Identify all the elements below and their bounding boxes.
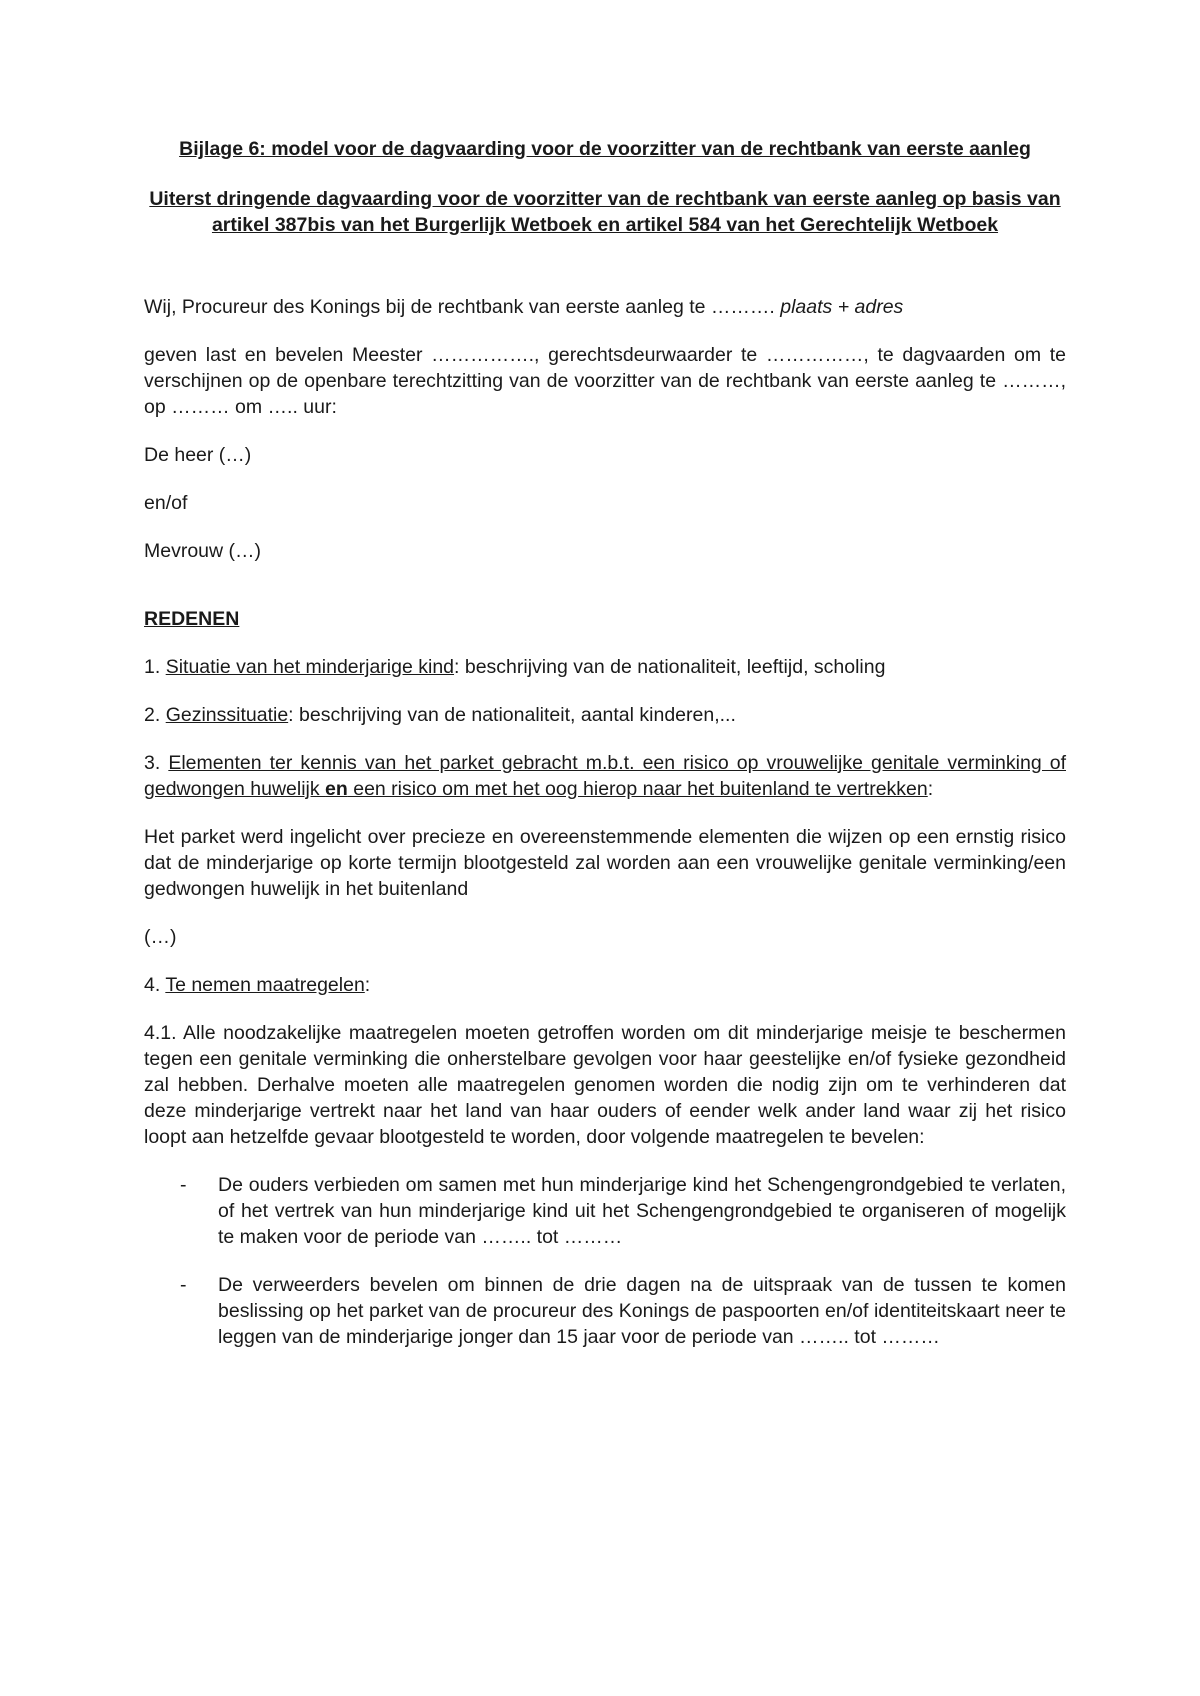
intro-placeholder: plaats + adres xyxy=(780,296,904,318)
reason-3-label-b: een risico om met het oog hierop naar het buitenland te vertrekken xyxy=(347,778,928,800)
reason-3-text: : xyxy=(927,778,934,800)
reason-item-2 xyxy=(144,702,1066,728)
party-1: De heer (…) xyxy=(144,444,252,466)
reasons-heading: REDENEN xyxy=(144,608,240,630)
measures-paragraph: 4.1. Alle noodzakelijke maatregelen moeten getroffen worden om dit minderjarige meisje te beschermen tegen een genitale verminking die onherstelbare gevolgen voor haar geestelijke en/of fysieke gezondheid zal hebben. Derhalve moeten alle maatregelen genomen worden die nodig zijn om te verhinderen dat deze minderjarige vertrekt naar het land van haar ouders of eender welk ander land waar zij het risico loopt aan hetzelfde gevaar blootgesteld te worden, door volgende maatregelen te bevelen: xyxy=(144,1022,1066,1148)
reason-4-label: Te nemen maatregelen xyxy=(165,974,365,996)
reason-4-number: 4. xyxy=(144,974,166,996)
parket-paragraph: Het parket werd ingelicht over precieze en overeenstemmende elementen die wijzen op een ernstig risico dat de minderjarige op korte termijn blootgesteld zal worden aan een vrouwelijke genitale verminking/een gedwongen huwelijk in het buitenland xyxy=(144,826,1066,900)
reason-1-label: Situatie van het minderjarige kind xyxy=(165,656,455,678)
and-or: en/of xyxy=(144,492,188,514)
measure-2-text: De verweerders bevelen om binnen de drie dagen na de uitspraak van de tussen te komen beslissing op het parket van de procureur des Konings de paspoorten en/of identiteitskaart neer te leggen van de minderjarige jonger dan 15 jaar voor de periode van …….. tot ……… xyxy=(218,1274,1066,1348)
reason-3-label-a: Elementen ter kennis van het parket gebracht m.b.t. een risico op vrouwelijke genitale verminking of gedwongen huwelijk xyxy=(144,752,1066,800)
reason-3-label-bold: en xyxy=(325,778,348,800)
reason-item-3 xyxy=(144,750,1066,802)
reason-2-label: Gezinssituatie xyxy=(165,704,289,726)
document-page xyxy=(144,136,1066,1350)
party-2: Mevrouw (…) xyxy=(144,540,262,562)
reason-item-1 xyxy=(144,654,1066,680)
bullet-dash: - xyxy=(180,1174,187,1196)
intro-paragraph xyxy=(144,294,1066,320)
measure-bullet-2 xyxy=(144,1272,1066,1350)
summons-title: Uiterst dringende dagvaarding voor de voorzitter van de rechtbank van eerste aanleg op basis van artikel 387bis van het Burgerlijk Wetboek en artikel 584 van het Gerechtelijk Wetboek xyxy=(149,188,1061,236)
measure-1-text: De ouders verbieden om samen met hun minderjarige kind het Schengengrondgebied te verlaten, of het vertrek van hun minderjarige kind uit het Schengengrondgebied te organiseren of mogelijk te maken voor de periode van …….. tot ……… xyxy=(218,1174,1066,1248)
reason-4-text: : xyxy=(364,974,371,996)
reason-item-4 xyxy=(144,972,1066,998)
ellipsis-paragraph: (…) xyxy=(144,926,177,948)
reason-2-text: : beschrijving van de nationaliteit, aantal kinderen,... xyxy=(288,704,736,726)
reason-1-number: 1. xyxy=(144,656,166,678)
bullet-dash: - xyxy=(180,1274,187,1296)
intro-text: Wij, Procureur des Konings bij de rechtbank van eerste aanleg te ………. xyxy=(144,296,781,318)
measure-bullet-1 xyxy=(144,1172,1066,1250)
order-paragraph: geven last en bevelen Meester ……………., gerechtsdeurwaarder te ……………, te dagvaarden om te verschijnen op de openbare terechtzitting van de voorzitter van de rechtbank van eerste aanleg te ………, op ……… om ….. uur: xyxy=(144,344,1066,418)
reason-1-text: : beschrijving van de nationaliteit, leeftijd, scholing xyxy=(454,656,886,678)
reason-2-number: 2. xyxy=(144,704,166,726)
reason-3-number: 3. xyxy=(144,752,169,774)
annex-title: Bijlage 6: model voor de dagvaarding voor de voorzitter van de rechtbank van eerste aanleg xyxy=(179,138,1031,160)
